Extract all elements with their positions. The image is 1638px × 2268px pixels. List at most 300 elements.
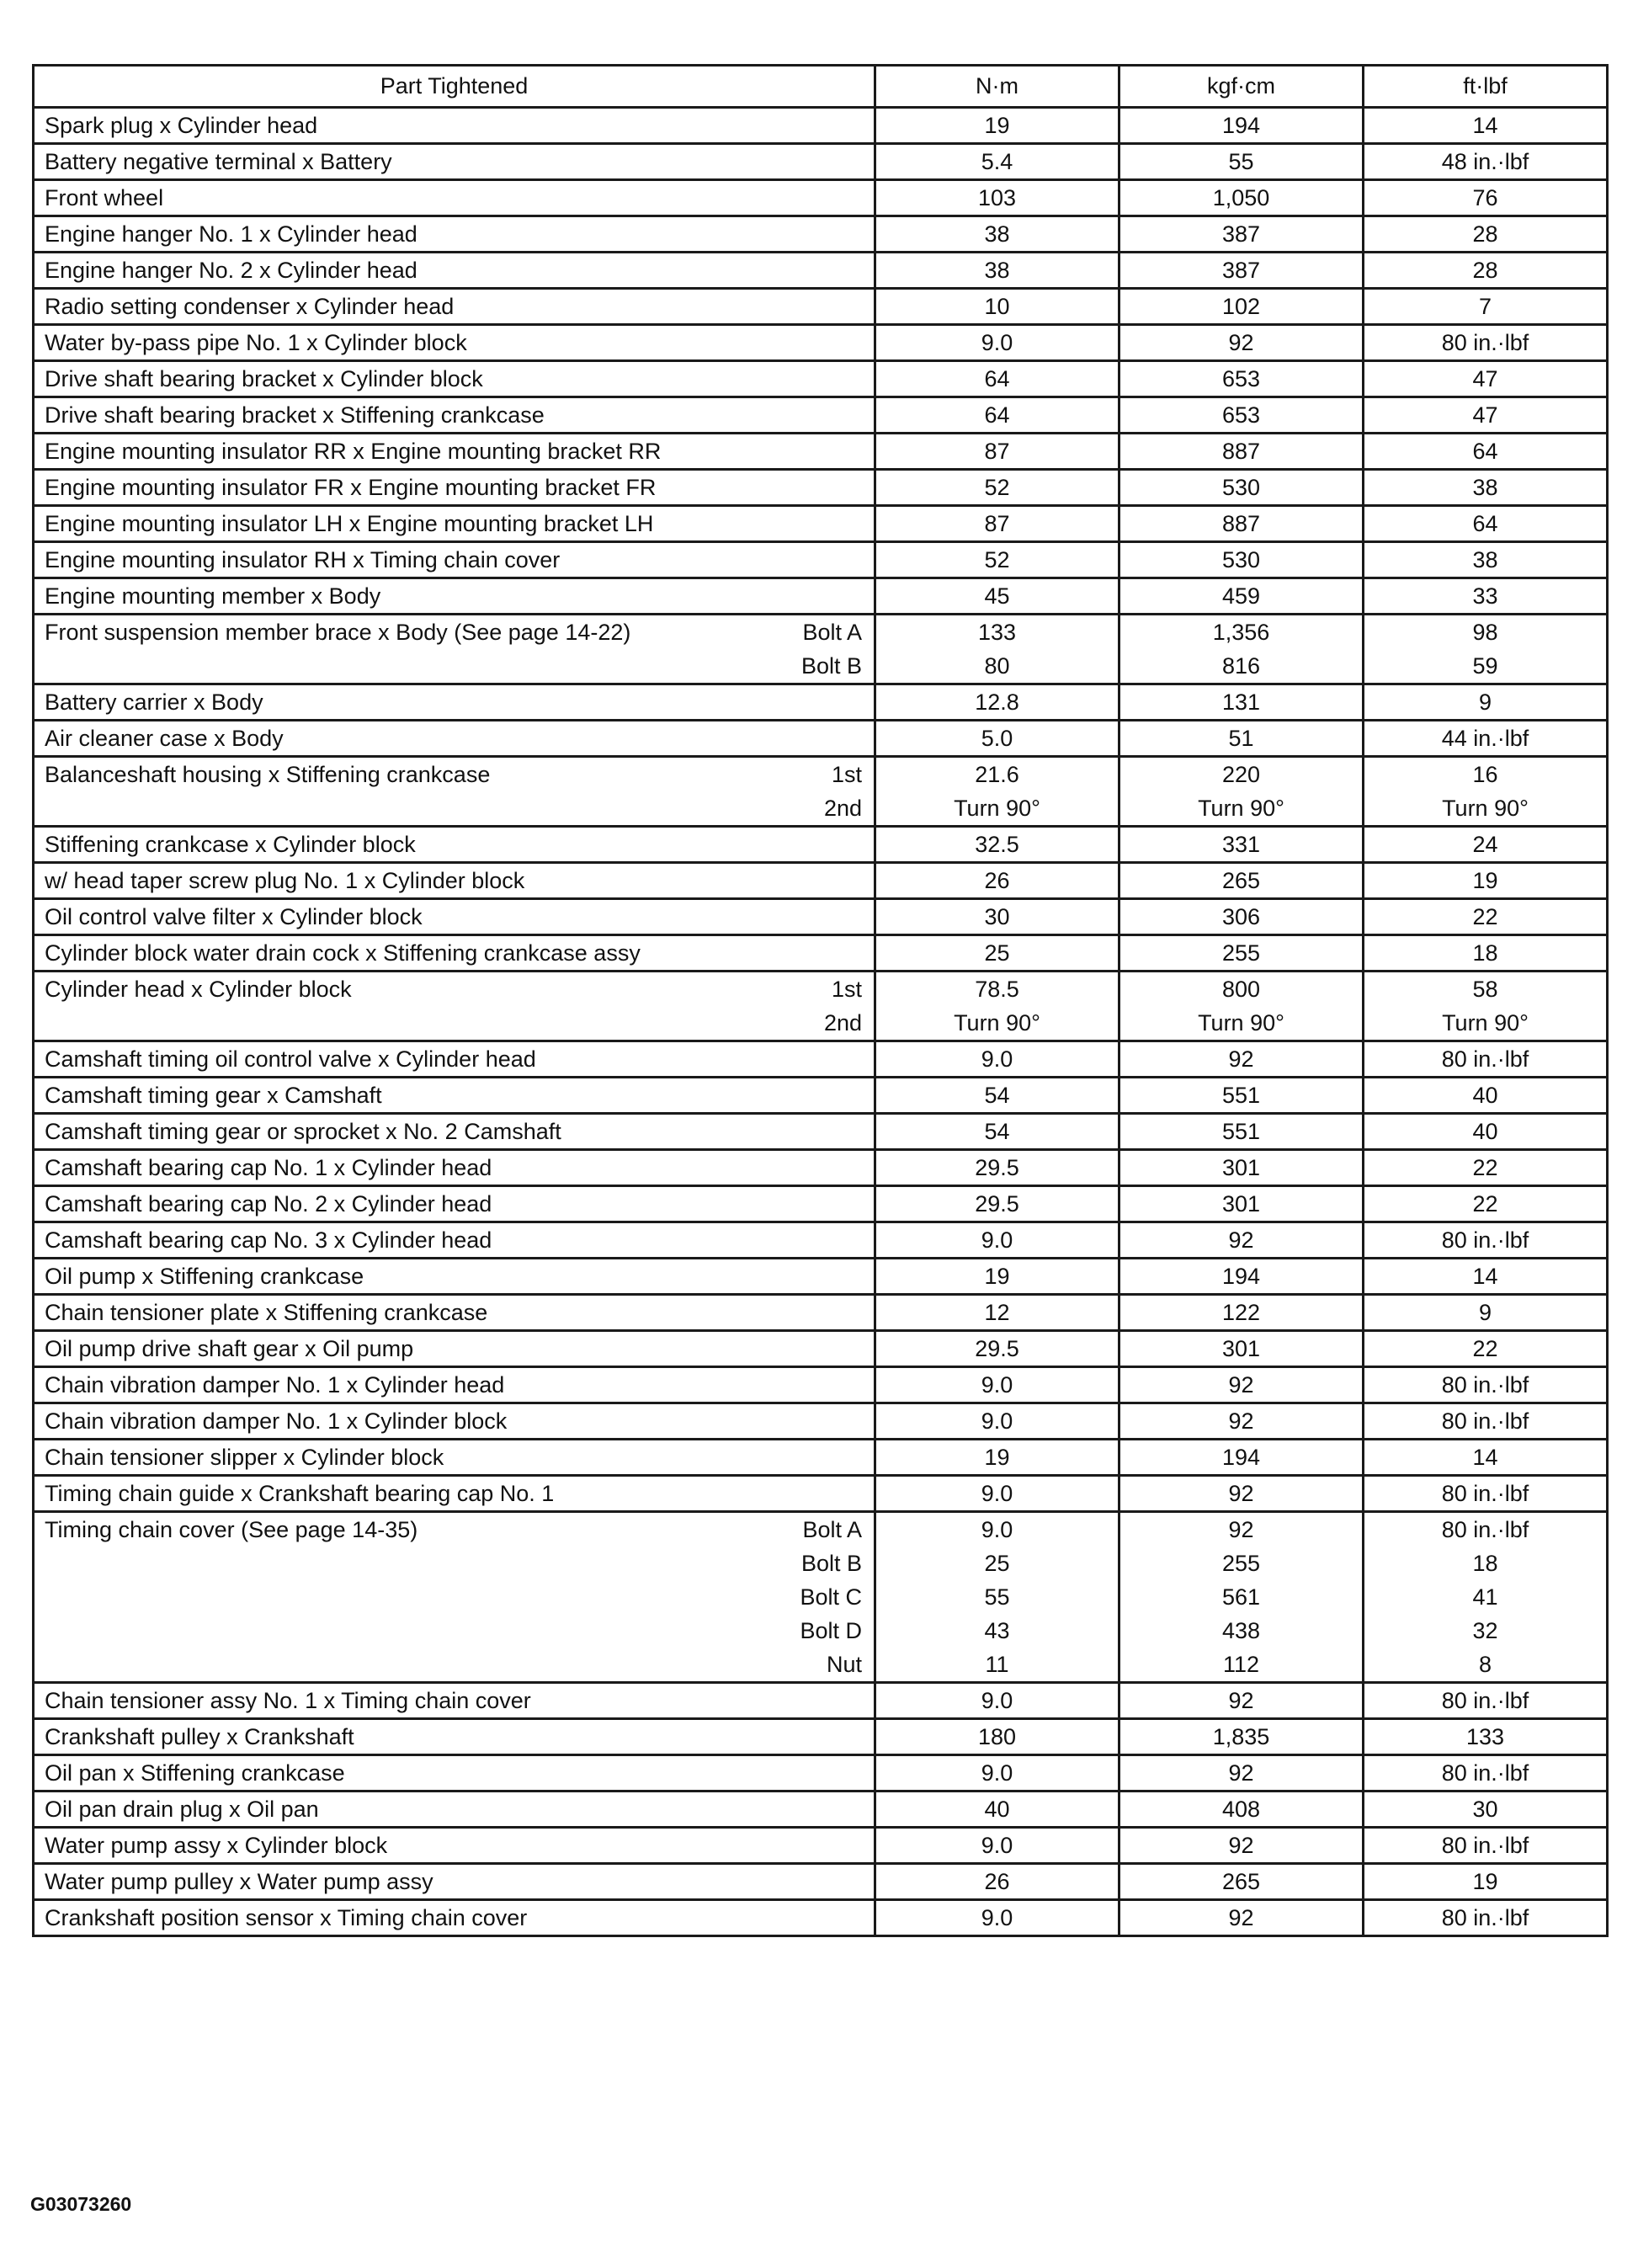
kgf-value-cell xyxy=(1119,1259,1364,1295)
kgf-value: 194 xyxy=(1221,112,1261,138)
table-row xyxy=(34,1440,1608,1476)
kgf-value: 800 xyxy=(1221,976,1261,1002)
table-row xyxy=(34,1295,1608,1331)
nm-value-cell xyxy=(875,1367,1119,1403)
nm-value: 29.5 xyxy=(975,1335,1019,1361)
kgf-value-cell xyxy=(1119,863,1364,899)
kgf-value-cell xyxy=(1119,757,1364,827)
table-row xyxy=(34,1792,1608,1828)
ftlbf-value: 44 in.·lbf xyxy=(1441,725,1529,751)
kgf-value-cell xyxy=(1119,1476,1364,1512)
kgf-value: 438 xyxy=(1221,1617,1261,1643)
ftlbf-value: 80 in.·lbf xyxy=(1441,1408,1529,1434)
kgf-value-cell xyxy=(1119,542,1364,578)
header-row xyxy=(34,66,1608,108)
nm-value: 64 xyxy=(984,365,1010,391)
nm-value-cell xyxy=(875,1755,1119,1792)
kgf-value-cell xyxy=(1119,289,1364,325)
kgf-value: 551 xyxy=(1221,1082,1261,1108)
ftlbf-value-cell xyxy=(1364,216,1608,253)
ftlbf-value: 22 xyxy=(1472,1154,1498,1180)
kgf-value: 653 xyxy=(1221,402,1261,428)
nm-value: 54 xyxy=(984,1082,1010,1108)
part-cell xyxy=(34,1150,875,1186)
nm-value-cell xyxy=(875,1828,1119,1864)
ftlbf-value: 9 xyxy=(1478,689,1492,715)
nm-value: 25 xyxy=(984,1550,1010,1576)
part-cell xyxy=(34,1792,875,1828)
nm-value-cell xyxy=(875,1259,1119,1295)
table-row xyxy=(34,972,1608,1041)
ftlbf-value: 80 in.·lbf xyxy=(1441,329,1529,355)
nm-value: 180 xyxy=(977,1723,1017,1749)
kgf-value-cell xyxy=(1119,108,1364,144)
nm-value: 26 xyxy=(984,1868,1010,1894)
kgf-value-cell xyxy=(1119,578,1364,615)
ftlbf-value: 8 xyxy=(1478,1651,1492,1677)
kgf-value: Turn 90° xyxy=(1198,795,1284,821)
part-name: Engine mounting member x Body xyxy=(45,583,381,609)
kgf-value: 301 xyxy=(1221,1335,1261,1361)
nm-value-cell xyxy=(875,325,1119,361)
nm-value: 9.0 xyxy=(981,1516,1013,1542)
table-row xyxy=(34,1186,1608,1222)
nm-value: 87 xyxy=(984,510,1010,536)
part-name: Chain tensioner slipper x Cylinder block xyxy=(45,1444,444,1470)
nm-value: 9.0 xyxy=(981,1046,1013,1072)
col-header-kgf: kgf·cm xyxy=(1119,66,1364,108)
table-row xyxy=(34,1150,1608,1186)
part-cell xyxy=(34,216,875,253)
nm-value: 78.5 xyxy=(975,976,1019,1002)
ftlbf-value-cell xyxy=(1364,144,1608,180)
part-name: w/ head taper screw plug No. 1 x Cylinder block xyxy=(45,867,525,893)
kgf-value: 387 xyxy=(1221,221,1261,247)
kgf-value-cell xyxy=(1119,1683,1364,1719)
nm-value: 9.0 xyxy=(981,1227,1013,1253)
part-cell xyxy=(34,1512,875,1683)
nm-value: 10 xyxy=(984,293,1010,319)
kgf-value-cell xyxy=(1119,1719,1364,1755)
ftlbf-value: 19 xyxy=(1472,867,1498,893)
ftlbf-value-cell xyxy=(1364,1512,1608,1683)
ftlbf-value-cell xyxy=(1364,325,1608,361)
part-name: Camshaft timing gear or sprocket x No. 2 Camshaft xyxy=(45,1118,561,1144)
table-body xyxy=(34,108,1608,1936)
nm-value: 12.8 xyxy=(975,689,1019,715)
nm-value-cell xyxy=(875,578,1119,615)
table-row xyxy=(34,1259,1608,1295)
kgf-value: 265 xyxy=(1221,867,1261,893)
kgf-value-cell xyxy=(1119,935,1364,972)
nm-value-cell xyxy=(875,863,1119,899)
part-cell xyxy=(34,1683,875,1719)
part-cell xyxy=(34,397,875,434)
nm-value: 80 xyxy=(984,652,1010,679)
ftlbf-value-cell xyxy=(1364,108,1608,144)
ftlbf-value-cell xyxy=(1364,1476,1608,1512)
nm-value-cell xyxy=(875,615,1119,684)
part-cell xyxy=(34,180,875,216)
ftlbf-value-cell xyxy=(1364,1295,1608,1331)
kgf-value: 92 xyxy=(1228,1904,1254,1930)
ftlbf-value: 80 in.·lbf xyxy=(1441,1046,1529,1072)
table-row xyxy=(34,899,1608,935)
kgf-value-cell xyxy=(1119,470,1364,506)
table-row xyxy=(34,1222,1608,1259)
part-name: Camshaft timing gear x Camshaft xyxy=(45,1082,382,1108)
kgf-value: 92 xyxy=(1228,1832,1254,1858)
part-cell xyxy=(34,325,875,361)
nm-value: Turn 90° xyxy=(954,795,1040,821)
nm-value-cell xyxy=(875,1150,1119,1186)
sub-step-label: 1st xyxy=(831,761,862,787)
part-cell xyxy=(34,506,875,542)
part-name: Chain tensioner plate x Stiffening crankcase xyxy=(45,1299,488,1325)
kgf-value: 816 xyxy=(1221,652,1261,679)
part-cell xyxy=(34,470,875,506)
kgf-value: 1,835 xyxy=(1212,1723,1270,1749)
kgf-value: 92 xyxy=(1228,329,1254,355)
nm-value-cell xyxy=(875,542,1119,578)
table-row xyxy=(34,615,1608,684)
kgf-value: 92 xyxy=(1228,1516,1254,1542)
table-row xyxy=(34,542,1608,578)
part-cell xyxy=(34,972,875,1041)
ftlbf-value-cell xyxy=(1364,289,1608,325)
figure-code: G03073260 xyxy=(30,2193,132,2215)
ftlbf-value-cell xyxy=(1364,899,1608,935)
nm-value: 9.0 xyxy=(981,1371,1013,1398)
ftlbf-value-cell xyxy=(1364,1755,1608,1792)
kgf-value: 255 xyxy=(1221,1550,1261,1576)
nm-value-cell xyxy=(875,470,1119,506)
nm-value: 19 xyxy=(984,1263,1010,1289)
sub-step-label: Bolt A xyxy=(802,619,862,645)
part-cell xyxy=(34,1476,875,1512)
nm-value: 45 xyxy=(984,583,1010,609)
ftlbf-value: 80 in.·lbf xyxy=(1441,1760,1529,1786)
nm-value-cell xyxy=(875,899,1119,935)
ftlbf-value: 18 xyxy=(1472,940,1498,966)
part-name: Camshaft bearing cap No. 1 x Cylinder head xyxy=(45,1154,492,1180)
kgf-value-cell xyxy=(1119,1864,1364,1900)
ftlbf-value-cell xyxy=(1364,1259,1608,1295)
kgf-value-cell xyxy=(1119,1403,1364,1440)
kgf-value: 131 xyxy=(1221,689,1261,715)
kgf-value-cell xyxy=(1119,325,1364,361)
table-row xyxy=(34,397,1608,434)
kgf-value-cell xyxy=(1119,1331,1364,1367)
part-name: Chain tensioner assy No. 1 x Timing chain cover xyxy=(45,1687,531,1713)
nm-value: 43 xyxy=(984,1617,1010,1643)
col-header-nm: N·m xyxy=(875,66,1119,108)
torque-spec-table xyxy=(32,64,1609,1937)
nm-value-cell xyxy=(875,1222,1119,1259)
nm-value-cell xyxy=(875,361,1119,397)
ftlbf-value: 40 xyxy=(1472,1082,1498,1108)
part-name: Engine hanger No. 2 x Cylinder head xyxy=(45,257,417,283)
kgf-value: 387 xyxy=(1221,257,1261,283)
part-name: Radio setting condenser x Cylinder head xyxy=(45,293,455,319)
ftlbf-value-cell xyxy=(1364,1367,1608,1403)
ftlbf-value: 22 xyxy=(1472,1335,1498,1361)
ftlbf-value-cell xyxy=(1364,1828,1608,1864)
table-row xyxy=(34,361,1608,397)
part-cell xyxy=(34,1331,875,1367)
table-row xyxy=(34,144,1608,180)
kgf-value: 1,050 xyxy=(1212,184,1270,210)
kgf-value: 887 xyxy=(1221,510,1261,536)
table-row xyxy=(34,470,1608,506)
ftlbf-value: 22 xyxy=(1472,1190,1498,1217)
kgf-value: 92 xyxy=(1228,1760,1254,1786)
table-row xyxy=(34,935,1608,972)
part-cell xyxy=(34,684,875,721)
ftlbf-value-cell xyxy=(1364,615,1608,684)
kgf-value: 122 xyxy=(1221,1299,1261,1325)
part-name: Air cleaner case x Body xyxy=(45,725,284,751)
ftlbf-value: 24 xyxy=(1472,831,1498,857)
kgf-value-cell xyxy=(1119,1041,1364,1078)
table-row xyxy=(34,578,1608,615)
part-name: Camshaft bearing cap No. 2 x Cylinder head xyxy=(45,1190,492,1217)
kgf-value-cell xyxy=(1119,1186,1364,1222)
part-name: Timing chain cover (See page 14-35) xyxy=(45,1516,418,1542)
nm-value-cell xyxy=(875,1403,1119,1440)
ftlbf-value-cell xyxy=(1364,1403,1608,1440)
part-cell xyxy=(34,289,875,325)
nm-value: 38 xyxy=(984,221,1010,247)
ftlbf-value: 41 xyxy=(1472,1584,1498,1610)
ftlbf-value-cell xyxy=(1364,935,1608,972)
ftlbf-value: 80 in.·lbf xyxy=(1441,1904,1529,1930)
part-cell xyxy=(34,1828,875,1864)
sub-step-label: Bolt B xyxy=(800,1550,862,1576)
part-cell xyxy=(34,1440,875,1476)
kgf-value: 220 xyxy=(1221,761,1261,787)
table-row xyxy=(34,1719,1608,1755)
part-cell xyxy=(34,361,875,397)
ftlbf-value-cell xyxy=(1364,470,1608,506)
ftlbf-value-cell xyxy=(1364,397,1608,434)
kgf-value: 92 xyxy=(1228,1227,1254,1253)
nm-value: 19 xyxy=(984,1444,1010,1470)
ftlbf-value-cell xyxy=(1364,542,1608,578)
nm-value-cell xyxy=(875,434,1119,470)
kgf-value: 530 xyxy=(1221,474,1261,500)
ftlbf-value-cell xyxy=(1364,434,1608,470)
kgf-value: 530 xyxy=(1221,546,1261,572)
part-name: Crankshaft pulley x Crankshaft xyxy=(45,1723,354,1749)
kgf-value: 887 xyxy=(1221,438,1261,464)
ftlbf-value-cell xyxy=(1364,1900,1608,1936)
kgf-value: 92 xyxy=(1228,1371,1254,1398)
nm-value-cell xyxy=(875,1041,1119,1078)
ftlbf-value-cell xyxy=(1364,253,1608,289)
ftlbf-value: 30 xyxy=(1472,1796,1498,1822)
kgf-value: 408 xyxy=(1221,1796,1261,1822)
ftlbf-value: 98 xyxy=(1472,619,1498,645)
part-name: Cylinder block water drain cock x Stiffening crankcase assy xyxy=(45,940,641,966)
kgf-value: 194 xyxy=(1221,1444,1261,1470)
part-cell xyxy=(34,757,875,827)
kgf-value-cell xyxy=(1119,1440,1364,1476)
nm-value-cell xyxy=(875,1078,1119,1114)
ftlbf-value-cell xyxy=(1364,1041,1608,1078)
kgf-value-cell xyxy=(1119,1114,1364,1150)
nm-value: 9.0 xyxy=(981,1832,1013,1858)
part-cell xyxy=(34,542,875,578)
nm-value: 9.0 xyxy=(981,1687,1013,1713)
ftlbf-value: 80 in.·lbf xyxy=(1441,1480,1529,1506)
nm-value-cell xyxy=(875,1900,1119,1936)
kgf-value: 55 xyxy=(1228,148,1254,174)
part-cell xyxy=(34,1259,875,1295)
table-row xyxy=(34,1512,1608,1683)
nm-value: 12 xyxy=(984,1299,1010,1325)
table-row xyxy=(34,325,1608,361)
ftlbf-value: 80 in.·lbf xyxy=(1441,1371,1529,1398)
nm-value: 25 xyxy=(984,940,1010,966)
table-row xyxy=(34,216,1608,253)
ftlbf-value: 59 xyxy=(1472,652,1498,679)
ftlbf-value-cell xyxy=(1364,1186,1608,1222)
nm-value-cell xyxy=(875,1295,1119,1331)
kgf-value: 331 xyxy=(1221,831,1261,857)
part-cell xyxy=(34,1367,875,1403)
kgf-value: 112 xyxy=(1222,1651,1260,1677)
kgf-value: 301 xyxy=(1221,1190,1261,1217)
ftlbf-value: 14 xyxy=(1472,112,1498,138)
ftlbf-value: 80 in.·lbf xyxy=(1441,1687,1529,1713)
kgf-value: 92 xyxy=(1228,1480,1254,1506)
nm-value: 54 xyxy=(984,1118,1010,1144)
ftlbf-value: 47 xyxy=(1472,365,1498,391)
table-row xyxy=(34,1331,1608,1367)
nm-value-cell xyxy=(875,144,1119,180)
ftlbf-value: 76 xyxy=(1472,184,1498,210)
nm-value-cell xyxy=(875,1476,1119,1512)
ftlbf-value: 14 xyxy=(1472,1444,1498,1470)
part-name: Front suspension member brace x Body (See page 14-22) xyxy=(45,619,631,645)
ftlbf-value: 64 xyxy=(1472,510,1498,536)
nm-value: 32.5 xyxy=(975,831,1019,857)
table-row xyxy=(34,863,1608,899)
nm-value-cell xyxy=(875,1864,1119,1900)
part-name: Camshaft bearing cap No. 3 x Cylinder head xyxy=(45,1227,492,1253)
part-cell xyxy=(34,863,875,899)
nm-value-cell xyxy=(875,1331,1119,1367)
table-row xyxy=(34,1864,1608,1900)
table-row xyxy=(34,757,1608,827)
kgf-value-cell xyxy=(1119,1512,1364,1683)
nm-value: 9.0 xyxy=(981,1904,1013,1930)
ftlbf-value: 80 in.·lbf xyxy=(1441,1516,1529,1542)
nm-value-cell xyxy=(875,397,1119,434)
table-row xyxy=(34,1755,1608,1792)
nm-value: 29.5 xyxy=(975,1154,1019,1180)
nm-value-cell xyxy=(875,108,1119,144)
kgf-value-cell xyxy=(1119,615,1364,684)
ftlbf-value: 48 in.·lbf xyxy=(1441,148,1529,174)
table-row xyxy=(34,1041,1608,1078)
part-name: Timing chain guide x Crankshaft bearing cap No. 1 xyxy=(45,1480,555,1506)
part-name: Water by-pass pipe No. 1 x Cylinder block xyxy=(45,329,467,355)
kgf-value-cell xyxy=(1119,216,1364,253)
part-name: Oil pump drive shaft gear x Oil pump xyxy=(45,1335,414,1361)
kgf-value-cell xyxy=(1119,1222,1364,1259)
part-name: Engine mounting insulator RH x Timing chain cover xyxy=(45,546,561,572)
sub-step-label: Bolt C xyxy=(800,1584,862,1610)
part-cell xyxy=(34,827,875,863)
ftlbf-value: 133 xyxy=(1465,1723,1505,1749)
kgf-value: 1,356 xyxy=(1212,619,1270,645)
table-row xyxy=(34,1683,1608,1719)
table-row xyxy=(34,180,1608,216)
nm-value: 52 xyxy=(984,546,1010,572)
ftlbf-value: Turn 90° xyxy=(1442,795,1529,821)
part-cell xyxy=(34,1900,875,1936)
nm-value: 9.0 xyxy=(981,1760,1013,1786)
ftlbf-value-cell xyxy=(1364,180,1608,216)
part-cell xyxy=(34,1078,875,1114)
kgf-value-cell xyxy=(1119,1078,1364,1114)
table-row xyxy=(34,253,1608,289)
ftlbf-value: 9 xyxy=(1478,1299,1492,1325)
nm-value: 5.4 xyxy=(981,148,1013,174)
table-row xyxy=(34,684,1608,721)
ftlbf-value-cell xyxy=(1364,1150,1608,1186)
ftlbf-value: 38 xyxy=(1472,474,1498,500)
part-cell xyxy=(34,144,875,180)
part-cell xyxy=(34,1403,875,1440)
part-cell xyxy=(34,1295,875,1331)
table-row xyxy=(34,1900,1608,1936)
ftlbf-value-cell xyxy=(1364,1683,1608,1719)
kgf-value: 92 xyxy=(1228,1046,1254,1072)
nm-value: 38 xyxy=(984,257,1010,283)
ftlbf-value: 18 xyxy=(1472,1550,1498,1576)
part-cell xyxy=(34,108,875,144)
ftlbf-value: 7 xyxy=(1478,293,1492,319)
table-row xyxy=(34,721,1608,757)
table-row xyxy=(34,108,1608,144)
part-cell xyxy=(34,578,875,615)
nm-value: 9.0 xyxy=(981,1480,1013,1506)
ftlbf-value: 16 xyxy=(1472,761,1498,787)
ftlbf-value-cell xyxy=(1364,1719,1608,1755)
nm-value: 40 xyxy=(984,1796,1010,1822)
kgf-value-cell xyxy=(1119,397,1364,434)
part-name: Oil pan x Stiffening crankcase xyxy=(45,1760,345,1786)
sub-step-label: Bolt D xyxy=(800,1617,862,1643)
nm-value-cell xyxy=(875,1512,1119,1683)
part-name: Cylinder head x Cylinder block xyxy=(45,976,352,1002)
part-cell xyxy=(34,434,875,470)
part-name: Front wheel xyxy=(45,184,164,210)
kgf-value-cell xyxy=(1119,684,1364,721)
ftlbf-value-cell xyxy=(1364,1331,1608,1367)
part-name: Camshaft timing oil control valve x Cylinder head xyxy=(45,1046,536,1072)
kgf-value: 255 xyxy=(1221,940,1261,966)
ftlbf-value-cell xyxy=(1364,827,1608,863)
ftlbf-value: 80 in.·lbf xyxy=(1441,1832,1529,1858)
part-cell xyxy=(34,1755,875,1792)
kgf-value-cell xyxy=(1119,361,1364,397)
ftlbf-value-cell xyxy=(1364,361,1608,397)
nm-value: 133 xyxy=(977,619,1017,645)
